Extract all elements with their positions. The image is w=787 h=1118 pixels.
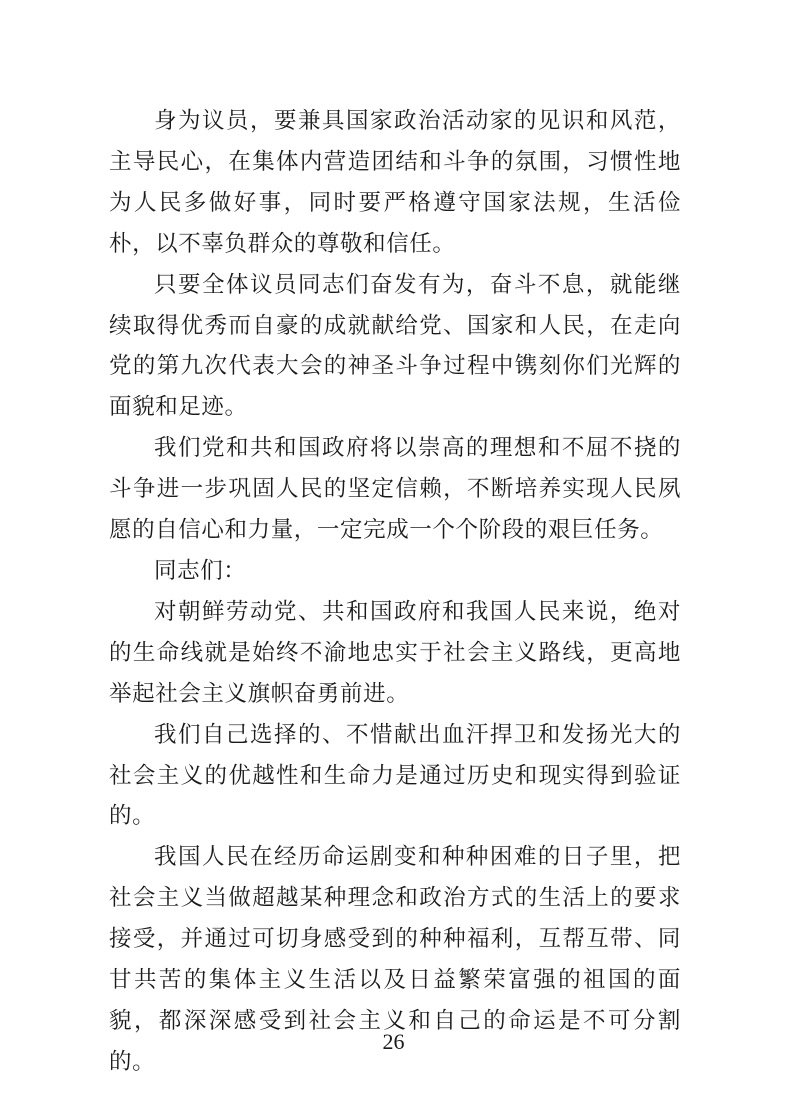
body-text (109, 101, 681, 1083)
paragraph: 对朝鲜劳动党、共和国政府和我国人民来说，绝对的生命线就是始终不渝地忠实于社会主义路线，更高地举起社会主义旗帜奋勇前进。 (109, 598, 681, 707)
paragraph: 只要全体议员同志们奋发有为，奋斗不息，就能继续取得优秀而自豪的成就献给党、国家和人民，在走向党的第九次代表大会的神圣斗争过程中镌刻你们光辉的面貌和足迹。 (109, 271, 681, 421)
paragraph: 我国人民在经历命运剧变和种种困难的日子里，把社会主义当做超越某种理念和政治方式的生活上的要求接受，并通过可切身感受到的种种福利，互帮互带、同甘共苦的集体主义生活以及日益繁荣富强的祖国的面貌，都深深感受到社会主义和自己的命运是不可分割的。 (109, 844, 681, 1075)
paragraph: 我们党和共和国政府将以崇高的理想和不屈不挠的斗争进一步巩固人民的坚定信赖，不断培养实现人民夙愿的自信心和力量，一定完成一个个阶段的艰巨任务。 (109, 435, 681, 544)
salutation: 同志们： (154, 557, 247, 584)
paragraph: 我们自己选择的、不惜献出血汗捍卫和发扬光大的社会主义的优越性和生命力是通过历史和现实得到验证的。 (109, 721, 681, 830)
page-number: 26 (382, 1029, 405, 1054)
paragraph: 身为议员，要兼具国家政治活动家的见识和风范，主导民心，在集体内营造团结和斗争的氛围，习惯性地为人民多做好事，同时要严格遵守国家法规，生活俭朴，以不辜负群众的尊敬和信任。 (109, 108, 681, 257)
